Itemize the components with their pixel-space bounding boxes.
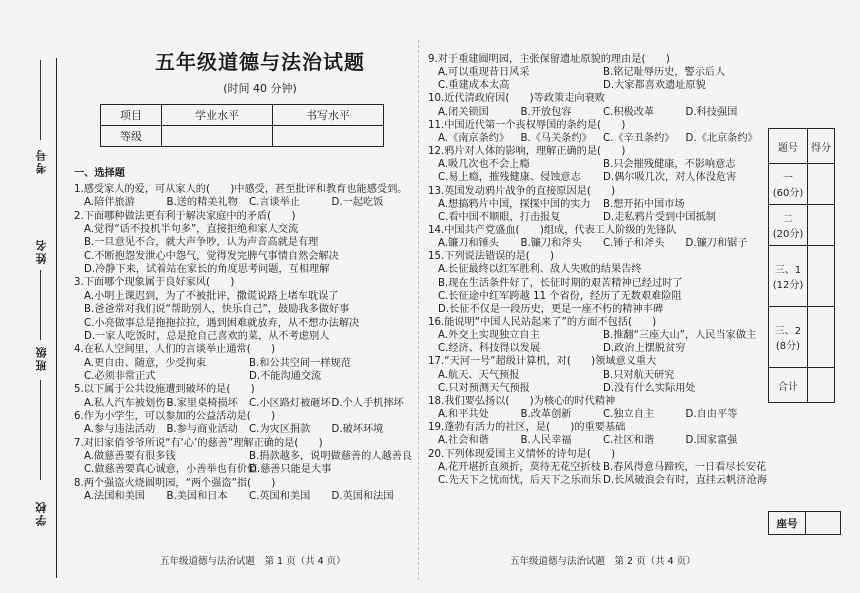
grade-col-item: 项目 [101,105,162,126]
answer-option[interactable]: D.不能沟通交流 [249,370,322,382]
score-row-label: 三、1 (12分) [769,246,808,307]
question-stem: 4.在私人空间里，人们的言谈举止通常( ) [74,344,276,356]
answer-option[interactable]: D.《北京条约》 [685,132,758,144]
answer-option[interactable]: C.锤子和斧头 [603,238,665,250]
answer-option[interactable]: B.铭记耻辱历史，警示后人 [603,67,726,79]
answer-option[interactable]: A.和平共处 [438,409,489,421]
question-stem: 1.感受家人的爱，可从家人的( )中感受，甚至批评和教育也能感受到。 [74,184,408,195]
answer-option[interactable]: A.法国和美国 [84,491,145,503]
answer-option[interactable]: D.科技强国 [685,106,738,118]
answer-option[interactable]: D.国家富强 [685,435,738,447]
class-blank [40,380,41,480]
binding-name-label: 姓名 [35,238,48,264]
answer-option[interactable]: A.吸几次也不会上瘾 [438,159,530,171]
answer-option[interactable]: B.和公共空间一样规范 [249,357,351,369]
score-cell[interactable] [808,246,835,307]
binding-exam-no-label: 考号 [35,148,48,174]
score-col-score: 得分 [808,129,835,164]
answer-option[interactable]: A.更自由、随意，少受拘束 [84,357,207,369]
answer-option[interactable]: A.航天、天气预报 [438,369,520,381]
question-stem: 7.对旧家俏爷爷所说“有‘心’的慈善”理解正确的是( ) [74,437,323,449]
answer-option[interactable]: A.镰刀和锤头 [438,238,499,250]
page-footer-left: 五年级道德与法治试题 第 1 页（共 4 页） [160,556,346,567]
answer-option[interactable]: D.走私鸦片受到中国抵制 [603,211,716,223]
answer-option[interactable]: D.偶尔吸几次，对人体没危害 [603,172,737,184]
answer-option[interactable]: C.先天下之忧而忧，后天下之乐而乐 [438,474,602,486]
answer-option[interactable]: D.政治上摆脱贫穷 [603,343,686,355]
score-cell[interactable] [808,205,835,246]
answer-option[interactable]: A.觉得“话不投机半句多”，直接拒绝和家人交流 [84,224,299,236]
answer-option[interactable]: C.只对预测天气预报 [438,382,530,394]
answer-option[interactable]: B.推翻“三座大山”，人民当家做主 [603,330,757,342]
answer-option[interactable]: C.易上瘾，摧残健康、侵蚀意志 [438,172,581,184]
answer-option[interactable]: A.可以重现昔日风采 [438,67,530,79]
answer-option[interactable]: C.社区和谐 [603,435,655,447]
answer-option[interactable]: D.英国和法国 [331,491,394,503]
answer-option[interactable]: B.只对航天研究 [603,369,675,381]
grade-table [100,104,384,147]
answer-option[interactable]: A.私人汽车被划伤 [84,397,166,409]
answer-option[interactable]: C.看中国不顺眼，打击报复 [438,211,561,223]
answer-option[interactable]: D.大家都喜欢遗址原貌 [603,80,706,92]
question-stem: 18.我们要弘扬以( )为核心的时代精神 [428,395,616,407]
answer-option[interactable]: A.《南京条约》 [438,132,510,144]
answer-option[interactable]: B.开放包容 [520,106,572,118]
answer-option[interactable]: D.一起吃饭 [331,197,384,209]
answer-option[interactable]: B.春风得意马蹄疾，一日看尽长安花 [603,461,767,473]
answer-option[interactable]: B.美国和日本 [166,491,228,503]
name-blank [40,270,41,340]
question-stem: 13.英国发动鸦片战争的直接原因是( ) [428,185,616,197]
answer-option[interactable]: A.陪伴旅游 [84,197,135,209]
score-cell[interactable] [808,164,835,205]
question-stem: 5.以下属于公共设施遭到破坏的是( ) [74,384,255,396]
grade-row-label: 等级 [101,126,162,147]
score-cell[interactable] [808,307,835,368]
answer-option[interactable]: B.参与商业活动 [166,424,238,436]
answer-option[interactable]: B.镰刀和斧头 [520,238,582,250]
question-stem: 10.近代清政府因( )等政策走向衰败 [428,93,605,105]
score-cell[interactable] [808,368,835,403]
answer-option[interactable]: A.社会和谐 [438,435,489,447]
answer-option[interactable]: B.人民幸福 [520,435,572,447]
answer-option[interactable]: C.不断抱怨发泄心中怨气，觉得发完脾气事情自然会解决 [84,250,339,262]
question-stem: 17.“天河一号”超级计算机，对( )领域意义重大 [428,356,657,368]
answer-option[interactable]: D.长征不仅是一段历史，更是一座不朽的精神丰碑 [438,303,664,315]
answer-option[interactable]: B.想开拓中国市场 [603,198,685,210]
question-stem: 19.蓬勃有活力的社区，是( )的重要基础 [428,422,626,434]
binding-line [56,58,57,578]
answer-option[interactable]: B.送的精美礼物 [166,197,238,209]
answer-option[interactable]: C.重建成本太高 [438,80,510,92]
score-row-label: 合计 [769,368,808,403]
answer-option[interactable]: D.一家人吃饭时，总是抢自己喜欢的菜，从不考虑别人 [84,330,330,342]
answer-option[interactable]: D.冷静下来，试着站在家长的角度思考问题，互相理解 [84,264,330,276]
score-row-label: 二 (20分) [769,205,808,246]
question-stem: 12.鸦片对人体的影响，理解正确的是( ) [428,146,626,158]
answer-option[interactable]: A.参与违法活动 [84,424,156,436]
answer-option[interactable]: C.独立自主 [603,409,655,421]
seat-table [768,511,841,535]
question-stem: 2.下面哪种做法更有利于解决家庭中的矛盾( ) [74,210,296,222]
answer-option[interactable]: C.言谈举止 [249,197,301,209]
answer-option[interactable]: D.自由平等 [685,409,738,421]
time-note: (时间 40 分钟) [223,82,297,95]
question-stem: 6.作为小学生，可以参加的公益活动是( ) [74,410,276,422]
grade-academic-cell[interactable] [162,126,273,147]
exam-no-blank [40,60,41,140]
seat-label: 座号 [769,512,806,535]
score-row-label: 三、2 (8分) [769,307,808,368]
section-heading: 一、选择题 [74,168,125,179]
grade-col-academic: 学业水平 [162,105,273,126]
score-col-item: 题号 [769,129,808,164]
seat-input-cell[interactable] [806,512,841,535]
answer-option[interactable]: A.小明上课迟到，为了不被批评，撒谎说路上堵车耽误了 [84,290,339,302]
answer-option[interactable]: A.长征最终以红军胜利、敌人失败的结果告终 [438,264,642,276]
answer-option[interactable]: B.捐款越多，说明做慈善的人越善良 [249,451,413,462]
answer-option[interactable]: C.做慈善要真心诚意，小善举也有价值 [84,464,258,476]
answer-option[interactable]: B.改革创新 [520,409,572,421]
answer-option[interactable]: C.小亮做事总是拖拖拉拉，遇到困难就放弃，从不想办法解决 [84,317,360,329]
question-stem: 3.下面哪个现象属于良好家风( ) [74,277,235,289]
answer-option[interactable]: C.英国和美国 [249,491,311,503]
question-stem: 16.能说明“中国人民站起来了”的方面不包括( ) [428,317,657,328]
answer-option[interactable]: D.没有什么实际用处 [603,382,696,394]
answer-option[interactable]: A.想搞鸦片中国，探探中国的实力 [438,198,591,210]
binding-school-label: 学校 [35,500,48,526]
answer-option[interactable]: D.镰刀和锯子 [685,238,748,250]
exam-title: 五年级道德与法治试题 [155,50,365,74]
answer-option[interactable]: C.小区路灯被砸坏 [249,397,331,409]
answer-option[interactable]: A.闭关锁国 [438,106,489,118]
answer-option[interactable]: C.为灾区捐款 [249,424,311,436]
binding-class-label: 班级 [35,345,48,371]
answer-option[interactable]: C.积极改革 [603,106,655,118]
answer-option[interactable]: B.只会摧残健康，不影响意志 [603,159,736,171]
answer-option[interactable]: D.个人手机摔坏 [331,397,404,409]
answer-option[interactable]: D.破坏环境 [331,424,384,436]
page-footer-right: 五年级道德与法治试题 第 2 页（共 4 页） [510,556,696,567]
question-stem: 11.中国近代第一个丧权辱国的条约是( ) [428,119,626,131]
answer-option[interactable]: B.爸爸常对我们说“帮助别人，快乐自己”，鼓励我多做好事 [84,304,350,316]
answer-option[interactable]: C.《辛丑条约》 [603,132,675,144]
answer-option[interactable]: D.长风破浪会有时，直挂云帆济沧海 [603,474,767,486]
answer-option[interactable]: C.长征途中红军跨越 11 个省份，经历了无数艰难险阻 [438,290,682,302]
page-divider [418,40,419,580]
question-stem: 20.下列体现爱国主义情怀的诗句是( ) [428,448,616,460]
answer-option[interactable]: B.家里桌椅损坏 [166,397,238,409]
answer-option[interactable]: A.花开堪折直须折，莫待无花空折枝 [438,461,601,473]
score-table [768,128,835,403]
question-stem: 14.中国共产党盛血( )组成，代表工人阶级的先锋队 [428,224,677,236]
answer-option[interactable]: A.外交上实现独立自主 [438,330,540,342]
answer-option[interactable]: D.慈善只能是大事 [249,464,332,476]
score-row-label: 一 (60分) [769,164,808,205]
answer-option[interactable]: B.一旦意见不合，就大声争吵，认为声音高就是有理 [84,237,319,249]
question-stem: 9.对于重建圆明园，主张保留遗址原貌的理由是( ) [428,54,670,65]
question-stem: 8.两个强盗火烧圆明园，“两个强盗”指( ) [74,477,276,489]
answer-option[interactable]: B.现在生活条件好了，长征时期的艰苦精神已经过时了 [438,277,683,289]
answer-option[interactable]: C.经济、科技得以发展 [438,343,541,355]
answer-option[interactable]: A.做慈善要有很多钱 [84,451,176,462]
answer-option[interactable]: B.《马关条约》 [520,132,592,144]
grade-col-writing: 书写水平 [273,105,384,126]
answer-option[interactable]: C.必须非常正式 [84,370,156,382]
question-stem: 15.下列说法错误的是( ) [428,251,555,263]
grade-writing-cell[interactable] [273,126,384,147]
